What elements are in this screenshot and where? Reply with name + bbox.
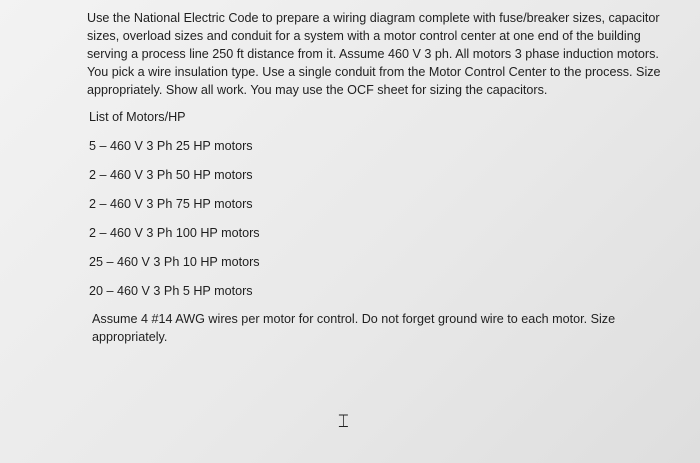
problem-statement: Use the National Electric Code to prepare a wiring diagram complete with fuse/breaker sizes, capacitor sizes, overload sizes and conduit for a system with a motor control center at one end of the building serving a process line 250 ft distance from it. Assume 460 V 3 ph. All motors 3 phase induction motors. You pick a wire insulation type. Use a single conduit from the Motor Control Center to the process. Size appropriately. Show all work. You may use the OCF sheet for sizing the capacitors. — [87, 11, 661, 97]
list-item: 5 – 460 V 3 Ph 25 HP motors — [89, 139, 253, 153]
closing-note: Assume 4 #14 AWG wires per motor for control. Do not forget ground wire to each motor. Size appropriately. — [92, 312, 616, 344]
list-item: 2 – 460 V 3 Ph 75 HP motors — [89, 197, 253, 211]
list-item: 20 – 460 V 3 Ph 5 HP motors — [89, 284, 253, 298]
list-item: 25 – 460 V 3 Ph 10 HP motors — [89, 255, 260, 269]
list-item: 2 – 460 V 3 Ph 50 HP motors — [89, 168, 253, 182]
text-cursor-icon: ⌶ — [338, 411, 349, 432]
list-item: 2 – 460 V 3 Ph 100 HP motors — [89, 226, 260, 240]
motor-list-heading: List of Motors/HP — [89, 110, 186, 124]
motor-list — [87, 137, 680, 300]
